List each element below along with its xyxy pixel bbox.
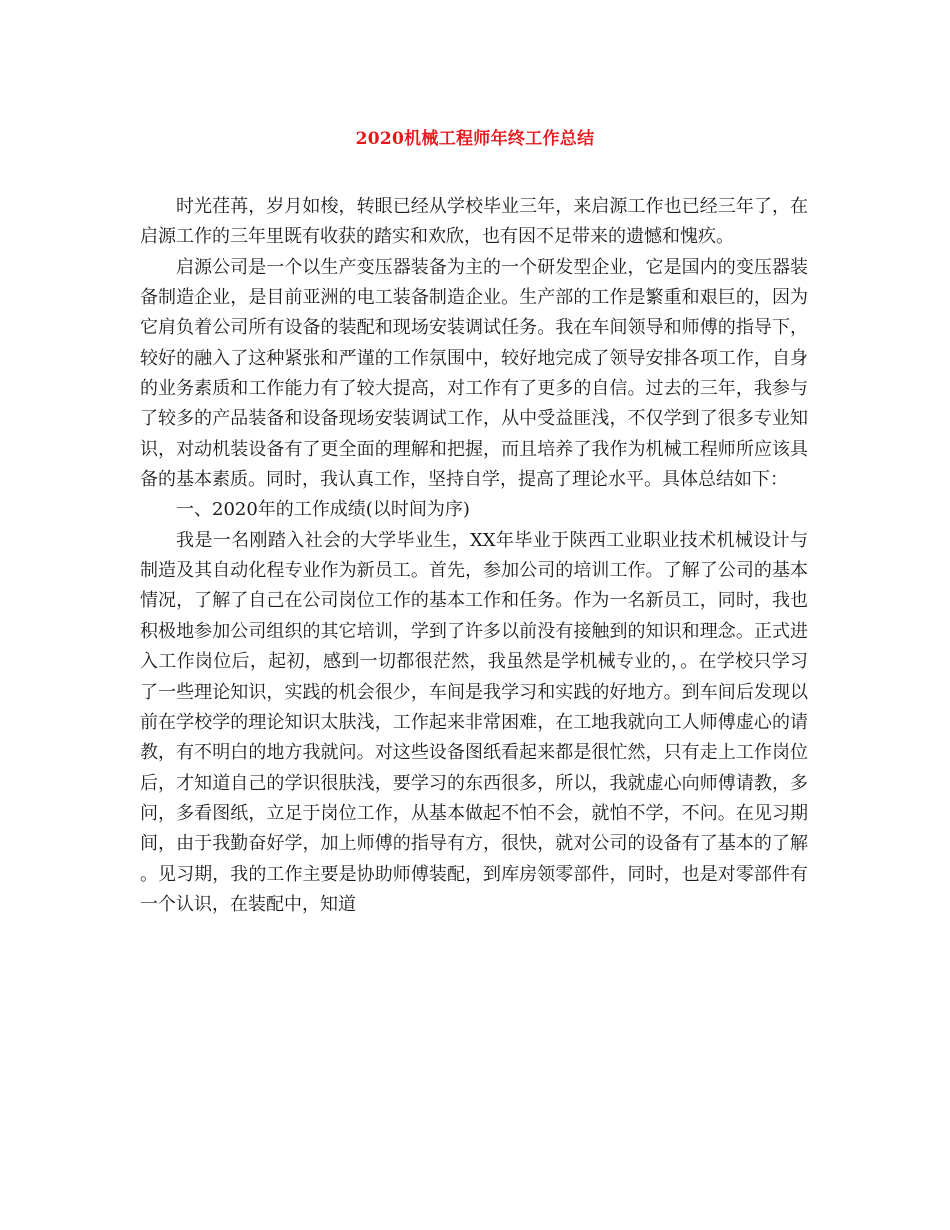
paragraph-company: 启源公司是一个以生产变压器装备为主的一个研发型企业，它是国内的变压器装备制造企业，是目前亚洲的电工装备制造企业。生产部的工作是繁重和艰巨的，因为它肩负着公司所有设备的装配和现场安装调试任务。我在车间领导和师傅的指导下，较好的融入了这种紧张和严谨的工作氛围中，较好地完成了领导安排各项工作，自身的业务素质和工作能力有了较大提高，对工作有了更多的自信。过去的三年，我参与了较多的产品装备和设备现场安装调试工作，从中受益匪浅，不仅学到了很多专业知识，对动机装设备有了更全面的理解和把握，而且培养了我作为机械工程师所应该具备的基本素质。同时，我认真工作，坚持自学，提高了理论水平。具体总结如下：: [140, 256, 808, 491]
section-heading-achievements: 一、2020年的工作成绩(以时间为序): [176, 499, 470, 521]
paragraph-achievements: 我是一名刚踏入社会的大学毕业生，XX年毕业于陕西工业职业技术机械设计与制造及其自动化程专业作为新员工。首先，参加公司的培训工作。了解了公司的基本情况，了解了自己在公司岗位工作的基本工作和任务。作为一名新员工，同时，我也积极地参加公司组织的其它培训，学到了许多以前没有接触到的知识和理念。正式进入工作岗位后，起初，感到一切都很茫然，我虽然是学机械专业的，。在学校只学习了一些理论知识，实践的机会很少，车间是我学习和实践的好地方。到车间后发现以前在学校学的理论知识太肤浅，工作起来非常困难，在工地我就向工人师傅虚心的请教，有不明白的地方我就问。对这些设备图纸看起来都是很忙然，只有走上工作岗位后，才知道自己的学识很肤浅，要学习的东西很多，所以，我就虚心向师傅请教，多问，多看图纸，立足于岗位工作，从基本做起不怕不会，就怕不学，不问。在见习期间，由于我勤奋好学，加上师傅的指导有方，很快，就对公司的设备有了基本的了解。见习期，我的工作主要是协助师傅装配，到库房领零部件，同时，也是对零部件有一个认识，在装配中，知道: [140, 529, 808, 915]
paragraph-intro: 时光荏苒，岁月如梭，转眼已经从学校毕业三年，来启源工作也已经三年了，在启源工作的三年里既有收获的踏实和欢欣，也有因不足带来的遗憾和愧疚。: [140, 196, 808, 248]
document-body: [140, 192, 808, 920]
document-title: 2020机械工程师年终工作总结: [355, 129, 595, 149]
